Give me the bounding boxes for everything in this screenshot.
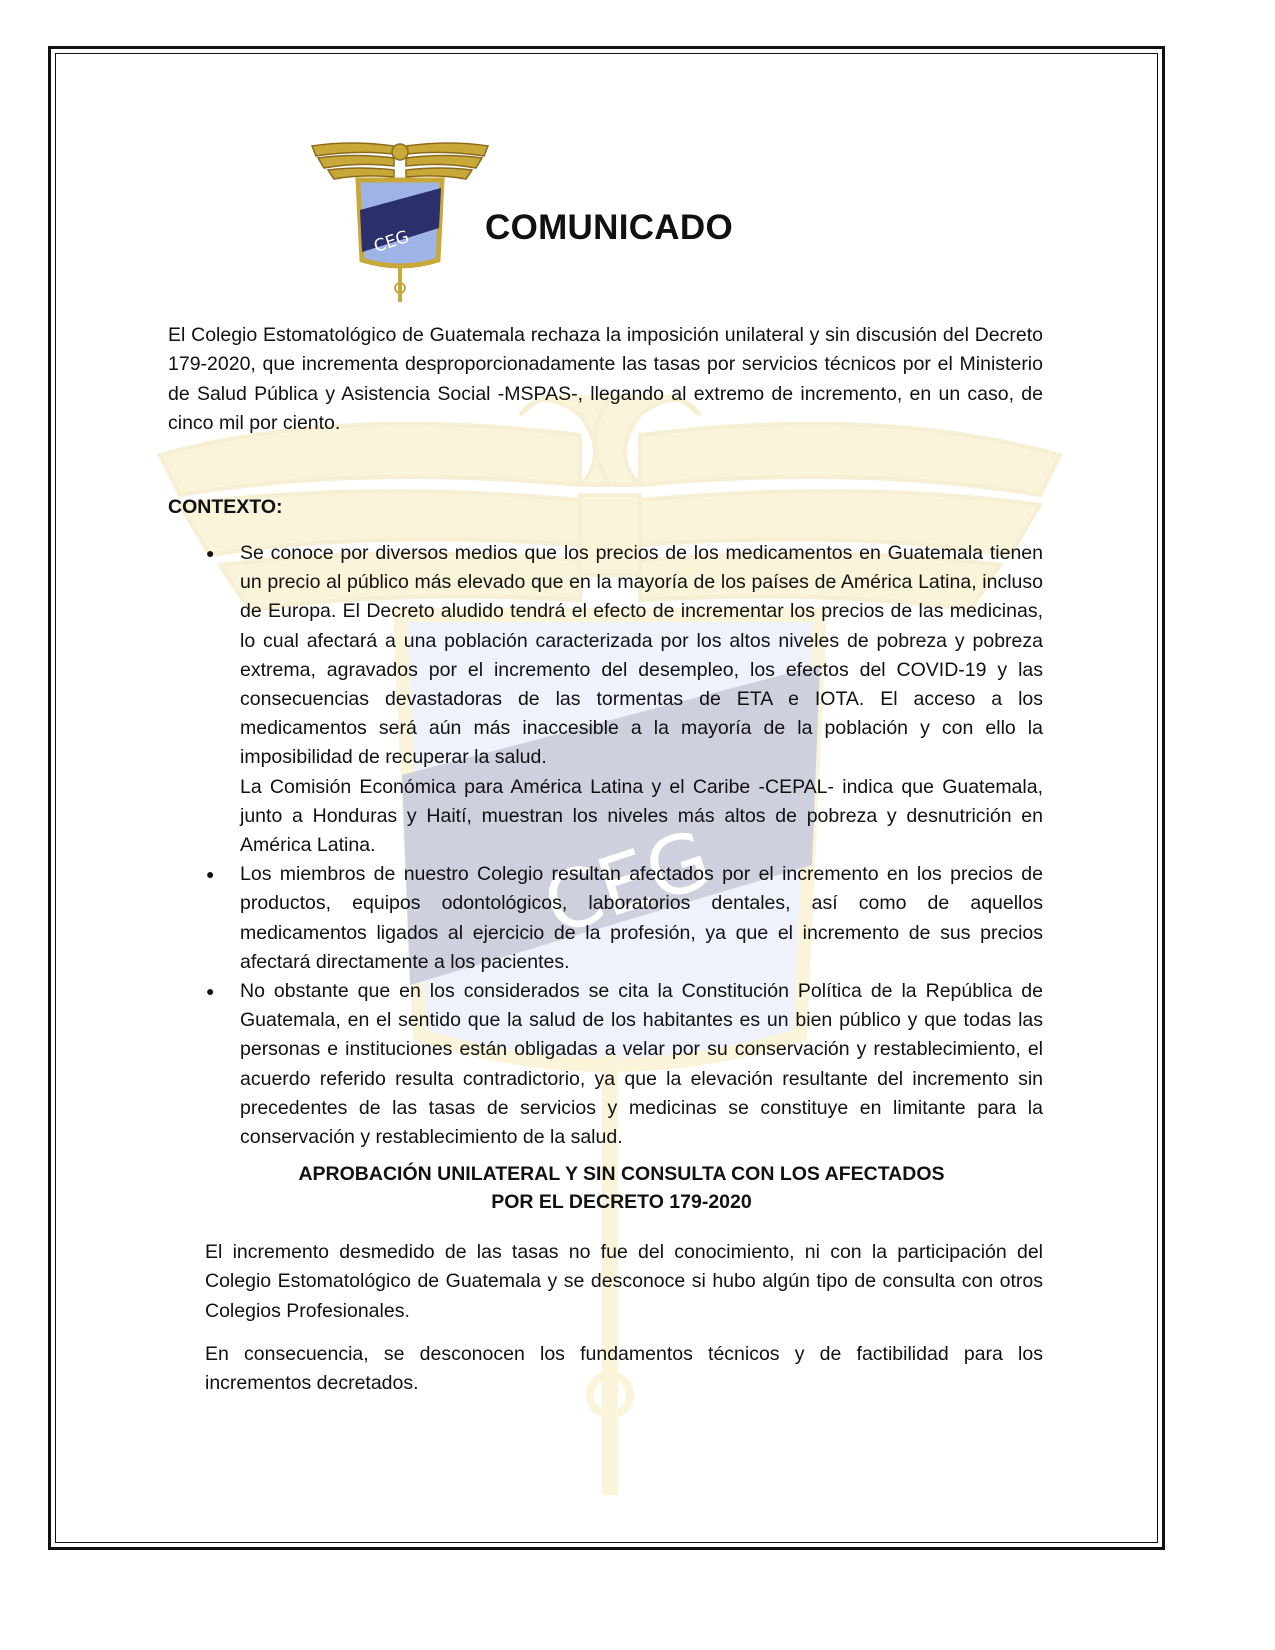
bullet-text: No obstante que en los considerados se cita la Constitución Política de la República de Guatemala, en el sentido que la salud de los habitantes es un bien público y que todas las personas e instituciones están obligadas a velar por su conservación y restablecimiento, el acuerdo referido resulta contradictorio, ya que la elevación resultante del incremento sin precedentes de las tasas de servicios y medicinas se constituye en limitante para la conservación y restablecimiento de la salud. — [240, 980, 1043, 1149]
context-heading: CONTEXTO: — [168, 496, 283, 518]
watermark-letters: CEG — [532, 812, 722, 953]
bullet-text: Se conoce por diversos medios que los precios de los medicamentos en Guatemala tienen un precio al público más elevado que en la mayoría de los países de América Latina, incluso de Europa. El Decreto aludido tendrá el efecto de incrementar los precios de las medicinas, lo cual afectará a una población caracterizada por los altos niveles de pobreza y pobreza extrema, agravados por el incremento del desempleo, los efectos del COVID-19 y las consecuencias devastadoras de las tormentas de ETA e IOTA. El acceso a los medicamentos será aún más inaccesible a la mayoría de la población y con ello la imposibilidad de recuperar la salud. — [240, 542, 1043, 769]
bullet-icon: ● — [206, 545, 215, 561]
bullet-icon: ● — [206, 983, 215, 1000]
section-heading-line-1: APROBACIÓN UNILATERAL Y SIN CONSULTA CON LOS AFECTADOS — [298, 1163, 945, 1185]
context-bullet-list — [200, 539, 1043, 1152]
list-item — [200, 977, 1043, 1152]
section-heading-line-2: POR EL DECRETO 179-2020 — [491, 1191, 752, 1213]
logo-letters: CEG — [371, 226, 412, 257]
bullet-continuation: La Comisión Económica para América Latina y el Caribe -CEPAL- indica que Guatemala, junto a Honduras y Haití, muestran los niveles más altos de pobreza y desnutrición en América Latina. — [240, 775, 1043, 857]
intro-paragraph: El Colegio Estomatológico de Guatemala rechaza la imposición unilateral y sin discusión del Decreto 179-2020, que incrementa desproporcionadamente las tasas por servicios técnicos por el Ministerio de Salud Pública y Asistencia Social -MSPAS-, llegando al extremo de incremento, en un caso, de cinco mil por ciento. — [168, 324, 1043, 435]
page-title: COMUNICADO — [485, 208, 733, 247]
bullet-icon: ● — [206, 866, 215, 883]
section-heading — [168, 1160, 1075, 1216]
bullet-text: Los miembros de nuestro Colegio resultan afectados por el incremento en los precios de productos, equipos odontológicos, laboratorios dentales, así como de aquellos medicamentos ligados al ejercicio de la profesión, ya que el incremento de sus precios afectará directamente a los pacientes. — [240, 863, 1043, 973]
list-item — [200, 860, 1043, 977]
body-paragraph-1: El incremento desmedido de las tasas no fue del conocimiento, ni con la participación del Colegio Estomatológico de Guatemala y se desconoce si hubo algún tipo de consulta con otros Colegios Profesionales. — [205, 1241, 1043, 1322]
ceg-logo — [310, 140, 490, 305]
body-paragraph-2: En consecuencia, se desconocen los fundamentos técnicos y de factibilidad para los incrementos decretados. — [205, 1343, 1043, 1395]
list-item — [200, 539, 1043, 860]
